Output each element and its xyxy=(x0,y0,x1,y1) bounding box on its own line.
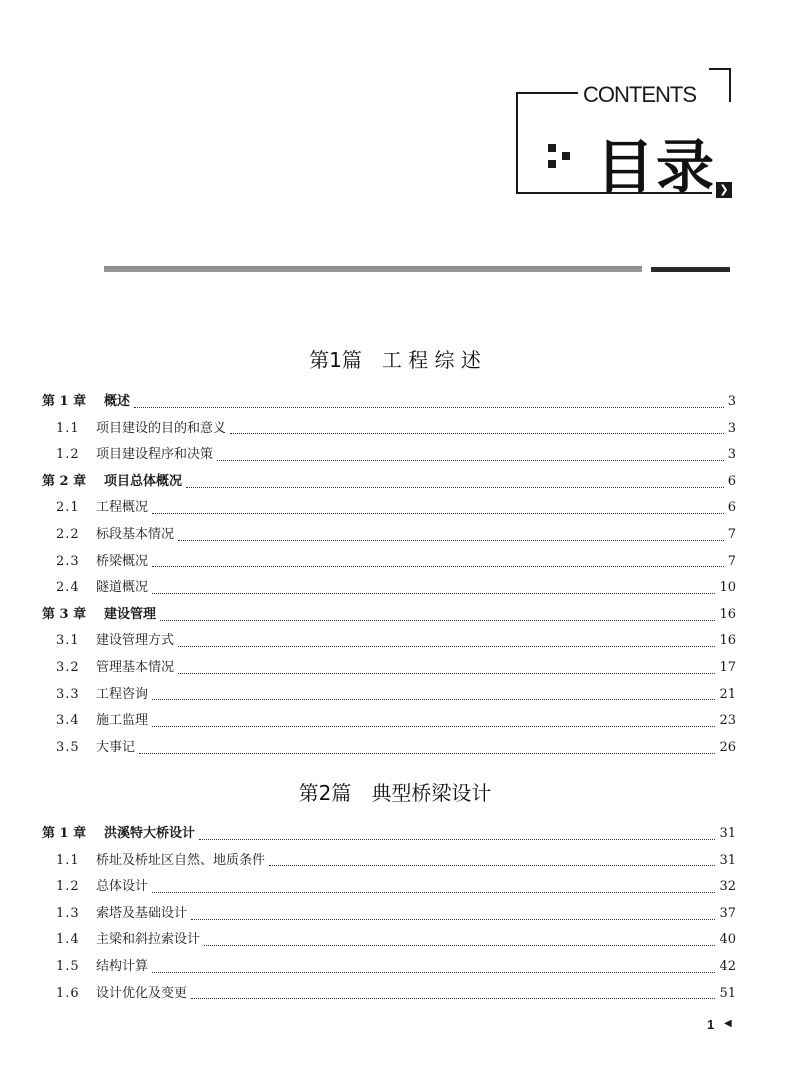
toc-section-entry[interactable] xyxy=(42,629,736,656)
entry-page-number: 3 xyxy=(727,394,736,409)
entry-page-number: 7 xyxy=(727,553,736,569)
toc-section-entry[interactable] xyxy=(42,736,736,763)
entry-number: 2.4 xyxy=(56,580,80,596)
entry-title: 隧道概况 xyxy=(96,580,149,596)
entry-number: 第 1 章 xyxy=(42,394,87,409)
entry-page-number: 21 xyxy=(719,686,736,702)
entry-number: 3.1 xyxy=(56,633,80,649)
entry-page-number: 6 xyxy=(727,500,736,516)
entry-number: 第 1 章 xyxy=(42,826,87,841)
part-2-title: 第2篇 典型桥梁设计 xyxy=(298,781,492,805)
entry-page-number: 23 xyxy=(719,713,736,729)
entry-page-number: 17 xyxy=(719,659,736,675)
entry-title: 管理基本情况 xyxy=(96,659,175,675)
entry-number: 第 2 章 xyxy=(42,473,87,489)
frame-corner-vertical xyxy=(729,68,731,102)
entry-title: 建设管理方式 xyxy=(96,633,175,649)
entry-title: 桥梁概况 xyxy=(96,553,149,569)
toc-section-entry[interactable] xyxy=(42,928,736,955)
entry-page-number: 3 xyxy=(727,420,736,436)
dot-leader xyxy=(178,646,715,647)
decor-dot-icon xyxy=(548,144,556,152)
part-1-title: 第1篇 工 程 综 述 xyxy=(309,348,481,372)
arrow-left-icon: ◀ xyxy=(724,1018,732,1029)
entry-page-number: 26 xyxy=(719,739,736,755)
entry-page-number: 32 xyxy=(719,879,736,895)
toc-chapter-entry[interactable] xyxy=(42,470,736,497)
dot-leader xyxy=(152,699,715,700)
toc-part-2 xyxy=(42,822,736,1008)
decor-dot-icon xyxy=(548,160,556,168)
frame-corner-horizontal xyxy=(709,68,731,70)
entry-title: 工程概况 xyxy=(96,500,149,516)
entry-number: 1.1 xyxy=(56,852,80,868)
entry-title: 施工监理 xyxy=(96,713,149,729)
toc-section-entry[interactable] xyxy=(42,496,736,523)
entry-title: 工程咨询 xyxy=(96,686,149,702)
entry-number: 第 3 章 xyxy=(42,606,87,622)
toc-section-entry[interactable] xyxy=(42,982,736,1009)
entry-page-number: 10 xyxy=(719,580,736,596)
toc-section-entry[interactable] xyxy=(42,576,736,603)
divider-short xyxy=(651,267,730,272)
entry-number: 1.6 xyxy=(56,985,80,1001)
dot-leader xyxy=(152,892,715,893)
dot-leader xyxy=(178,673,715,674)
dot-leader xyxy=(152,593,715,594)
dot-leader xyxy=(191,998,715,999)
toc-section-entry[interactable] xyxy=(42,902,736,929)
entry-number: 1.5 xyxy=(56,958,80,974)
entry-number: 3.2 xyxy=(56,659,80,675)
toc-section-entry[interactable] xyxy=(42,875,736,902)
dot-leader xyxy=(139,753,715,754)
dot-leader xyxy=(217,460,724,461)
entry-number: 1.2 xyxy=(56,879,80,895)
page-title: 目录 xyxy=(596,133,717,201)
contents-header xyxy=(0,0,790,290)
entry-number: 3.3 xyxy=(56,686,80,702)
toc-section-entry[interactable] xyxy=(42,417,736,444)
entry-number: 1.4 xyxy=(56,932,80,948)
dot-leader xyxy=(204,945,715,946)
entry-page-number: 40 xyxy=(719,932,736,948)
contents-label: CONTENTS xyxy=(583,82,696,107)
chevron-right-icon: ❯ xyxy=(716,182,732,198)
frame-line-left xyxy=(516,92,518,194)
entry-title: 结构计算 xyxy=(96,958,149,974)
entry-title: 设计优化及变更 xyxy=(96,985,188,1001)
divider-long xyxy=(104,266,642,272)
entry-page-number: 31 xyxy=(719,826,736,841)
entry-page-number: 37 xyxy=(719,905,736,921)
entry-page-number: 6 xyxy=(727,473,736,489)
toc-section-entry[interactable] xyxy=(42,550,736,577)
entry-title: 标段基本情况 xyxy=(96,526,175,542)
entry-page-number: 31 xyxy=(719,852,736,868)
entry-number: 2.1 xyxy=(56,500,80,516)
entry-title: 桥址及桥址区自然、地质条件 xyxy=(96,852,266,868)
toc-chapter-entry[interactable] xyxy=(42,390,736,417)
dot-leader xyxy=(178,540,724,541)
entry-title: 洪溪特大桥设计 xyxy=(104,826,196,841)
dot-leader xyxy=(199,839,715,840)
entry-number: 1.3 xyxy=(56,905,80,921)
dot-leader xyxy=(152,972,715,973)
dot-leader xyxy=(152,566,724,567)
toc-part-1 xyxy=(42,390,736,762)
dot-leader xyxy=(152,726,715,727)
entry-number: 3.4 xyxy=(56,713,80,729)
entry-title: 项目建设的目的和意义 xyxy=(96,420,227,436)
dot-leader xyxy=(160,620,715,621)
entry-page-number: 16 xyxy=(719,633,736,649)
toc-section-entry[interactable] xyxy=(42,656,736,683)
dot-leader xyxy=(152,513,724,514)
entry-title: 项目建设程序和决策 xyxy=(96,447,214,463)
dot-leader xyxy=(134,407,724,408)
dot-leader xyxy=(186,487,724,488)
toc-chapter-entry[interactable] xyxy=(42,822,736,849)
entry-number: 3.5 xyxy=(56,739,80,755)
frame-line-top xyxy=(516,92,578,94)
toc-section-entry[interactable] xyxy=(42,955,736,982)
entry-page-number: 16 xyxy=(719,606,736,622)
entry-title: 建设管理 xyxy=(104,606,157,622)
toc-section-entry[interactable] xyxy=(42,683,736,710)
dot-leader xyxy=(191,919,715,920)
entry-number: 2.2 xyxy=(56,526,80,542)
entry-title: 项目总体概况 xyxy=(104,473,183,489)
toc-section-entry[interactable] xyxy=(42,443,736,470)
toc-section-entry[interactable] xyxy=(42,523,736,550)
entry-title: 大事记 xyxy=(96,739,136,755)
toc-section-entry[interactable] xyxy=(42,709,736,736)
dot-leader xyxy=(230,433,724,434)
entry-title: 总体设计 xyxy=(96,879,149,895)
entry-page-number: 42 xyxy=(719,958,736,974)
decor-dot-icon xyxy=(562,152,570,160)
dot-leader xyxy=(269,865,715,866)
toc-section-entry[interactable] xyxy=(42,849,736,876)
entry-page-number: 3 xyxy=(727,447,736,463)
entry-number: 1.2 xyxy=(56,447,80,463)
entry-title: 概述 xyxy=(104,394,131,409)
entry-page-number: 7 xyxy=(727,526,736,542)
entry-number: 1.1 xyxy=(56,420,80,436)
toc-chapter-entry[interactable] xyxy=(42,603,736,630)
entry-number: 2.3 xyxy=(56,553,80,569)
page-number: 1 xyxy=(707,1017,715,1032)
entry-title: 主梁和斜拉索设计 xyxy=(96,932,201,948)
entry-page-number: 51 xyxy=(719,985,736,1001)
entry-title: 索塔及基础设计 xyxy=(96,905,188,921)
